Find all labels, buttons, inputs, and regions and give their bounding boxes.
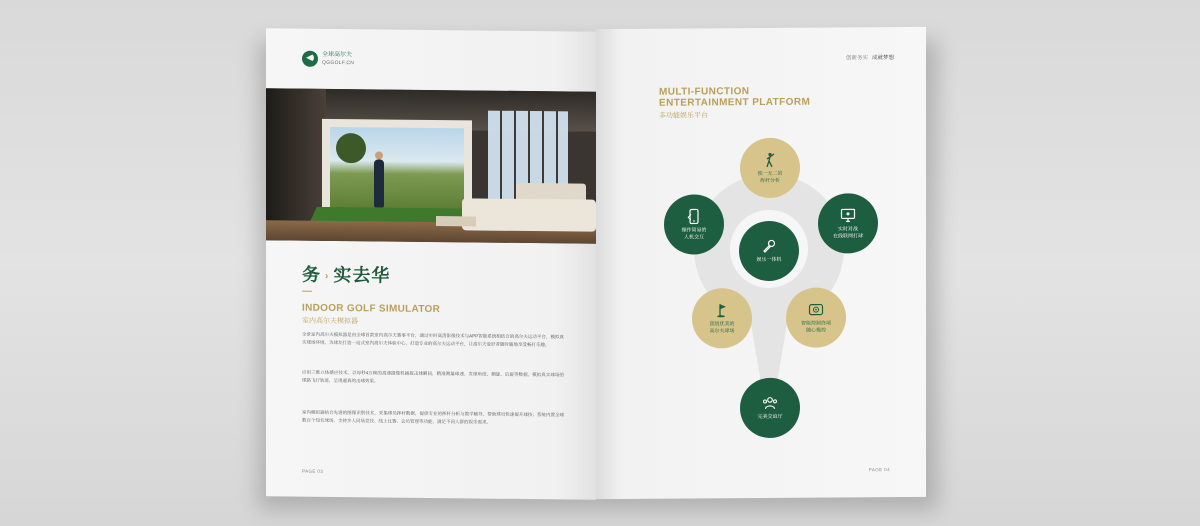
node-easy-operation [664,194,724,254]
right-page [596,27,926,499]
page-number-left: PAGE 03 [302,468,324,474]
node-label: 顶级优美的 高尔夫球场 [709,320,735,334]
top-tagline: 创新务实 成就梦想 [845,55,894,62]
node-all-in-one [739,221,799,281]
logo-name-en: QGGOLF.CN [322,59,355,67]
page-number-right: PAGE 04 [868,467,890,473]
monitor-icon [840,207,856,223]
body-paragraph-3: 室内模拟器结合先进的图像识别技术，采集球员挥杆数据，提供专业的挥杆分析与教学辅导，帮助球员快速提升球技；系统内置全球数百个知名球场，支持多人同场竞技、线上比赛、会员管理等功能，满足不同人群的娱乐需求。 [302,409,564,425]
logo-name-cn: 全球高尔夫 [322,51,353,59]
controller-icon [808,301,824,317]
heading-en: INDOOR GOLF SIMULATOR [302,302,441,316]
golf-simulator-photo [266,88,596,243]
node-label: 完美交谊厅 [757,413,783,421]
flag-icon [714,302,730,318]
node-swing-analysis [740,138,800,198]
node-online-battle [818,193,878,253]
node-label: 娱乐一体机 [756,256,782,264]
heading-cn: 室内高尔夫模拟器 [302,317,358,326]
logo-icon [302,51,318,67]
left-page [266,28,596,499]
platform-heading-cn: 多功能娱乐平台 [659,112,708,120]
node-label: 实时对战 在线联网打球 [832,225,863,239]
node-label: 操作简易的 人机交互 [681,226,707,241]
node-social-lounge [740,378,800,438]
microphone-icon [761,238,777,254]
node-smart-control [786,287,846,347]
node-golf-course [692,288,752,348]
node-label: 智能控制终端 随心操控 [800,320,831,334]
title-divider [302,291,312,292]
golfer-icon [762,151,778,167]
brand-logo [302,51,354,68]
feature-diagram [662,127,882,469]
body-paragraph-1: 全景室内高尔夫模拟器是由全球首款室内高尔夫赛事平台，通过实时高清影像技术与APP智能系统相结合的高尔夫运动平台，模拟真实球场环境，为球友打造一站式室内高尔夫体验中心，打造专业的高尔夫运动平台，让高尔夫爱好者随时随地享受畅打乐趣。 [302,331,564,347]
section-title: 务 › 实去华 [302,264,391,286]
node-label: 独一无二的 挥杆分析 [757,170,783,184]
golfer-figure [374,159,384,207]
body-paragraph-2: 应用三维立体感应技术，以每秒4万帧的高速摄像机捕捉击球瞬间，精准测量球速、发球角度、侧旋、后旋等数据，模拟真实球场的球路飞行轨迹，呈现逼真的击球效果。 [302,369,564,383]
people-icon [762,395,778,411]
platform-heading-en: MULTI-FUNCTION ENTERTAINMENT PLATFORM [659,86,811,109]
phone-icon [686,208,702,224]
